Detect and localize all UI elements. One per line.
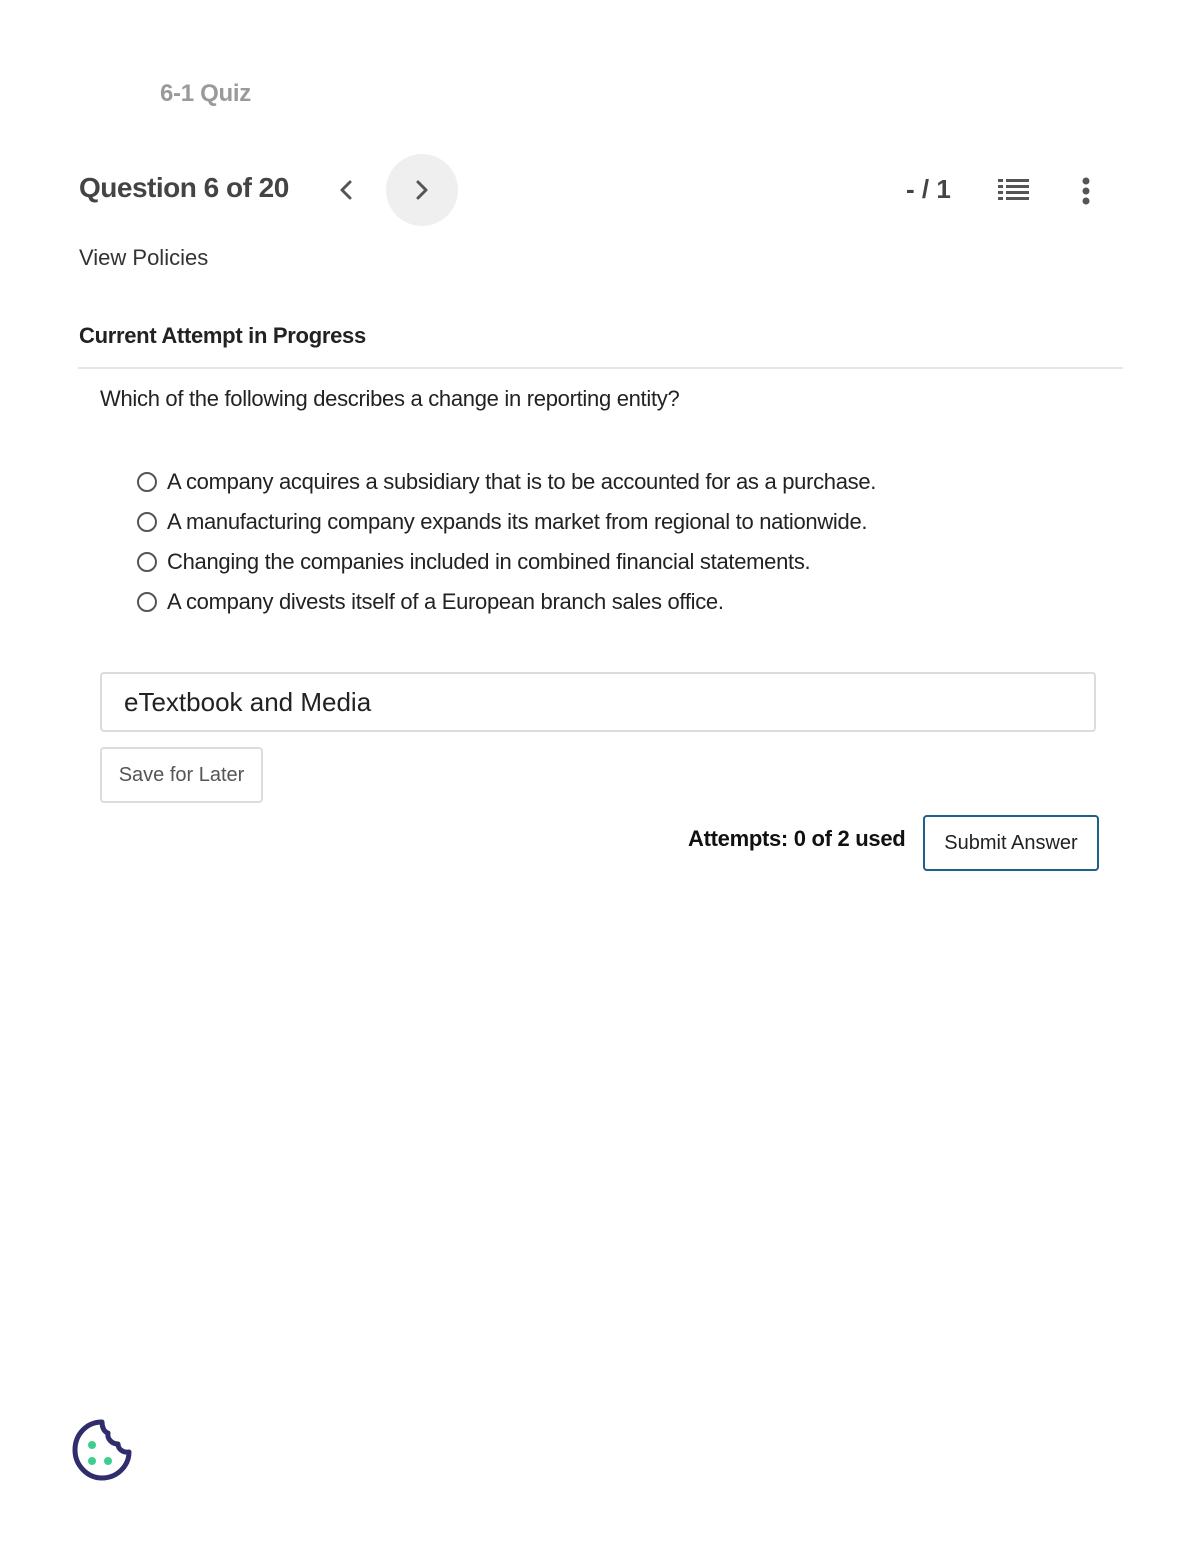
cookie-settings-button[interactable] xyxy=(70,1418,134,1482)
answer-option[interactable] xyxy=(137,542,876,582)
radio-button[interactable] xyxy=(137,592,157,612)
save-for-later-button[interactable]: Save for Later xyxy=(100,747,263,803)
question-counter: Question 6 of 20 xyxy=(79,172,289,203)
answer-option-label: Changing the companies included in combined financial statements. xyxy=(167,549,811,574)
next-question-button[interactable] xyxy=(386,154,458,226)
numbered-list-icon xyxy=(997,177,1031,205)
answer-option-label: A manufacturing company expands its market from regional to nationwide. xyxy=(167,509,868,534)
more-vertical-icon xyxy=(1081,176,1091,206)
view-policies-link[interactable]: View Policies xyxy=(79,245,209,270)
answer-option-label: A company acquires a subsidiary that is to be accounted for as a purchase. xyxy=(167,469,877,494)
answer-option[interactable] xyxy=(137,582,876,622)
etextbook-media-label: eTextbook and Media xyxy=(124,686,372,717)
etextbook-media-panel[interactable] xyxy=(100,672,1096,732)
answer-option[interactable] xyxy=(137,502,876,542)
previous-question-button[interactable] xyxy=(310,154,382,226)
radio-button[interactable] xyxy=(137,472,157,492)
answer-option[interactable] xyxy=(137,462,876,502)
radio-button[interactable] xyxy=(137,552,157,572)
question-score: - / 1 xyxy=(906,174,951,204)
chevron-right-icon xyxy=(412,178,432,202)
quiz-title: 6-1 Quiz xyxy=(160,80,251,107)
attempts-counter: Attempts: 0 of 2 used xyxy=(688,826,906,851)
radio-button[interactable] xyxy=(137,512,157,532)
submit-answer-button[interactable]: Submit Answer xyxy=(923,815,1099,871)
answer-options xyxy=(137,462,876,622)
section-divider xyxy=(78,367,1123,369)
cookie-icon xyxy=(70,1418,134,1482)
more-options-button[interactable] xyxy=(1070,172,1102,210)
question-list-button[interactable] xyxy=(994,172,1034,210)
answer-option-label: A company divests itself of a European branch sales office. xyxy=(167,589,724,614)
question-text: Which of the following describes a change in reporting entity? xyxy=(100,386,680,411)
chevron-left-icon xyxy=(336,178,356,202)
attempt-status-heading: Current Attempt in Progress xyxy=(79,323,366,348)
